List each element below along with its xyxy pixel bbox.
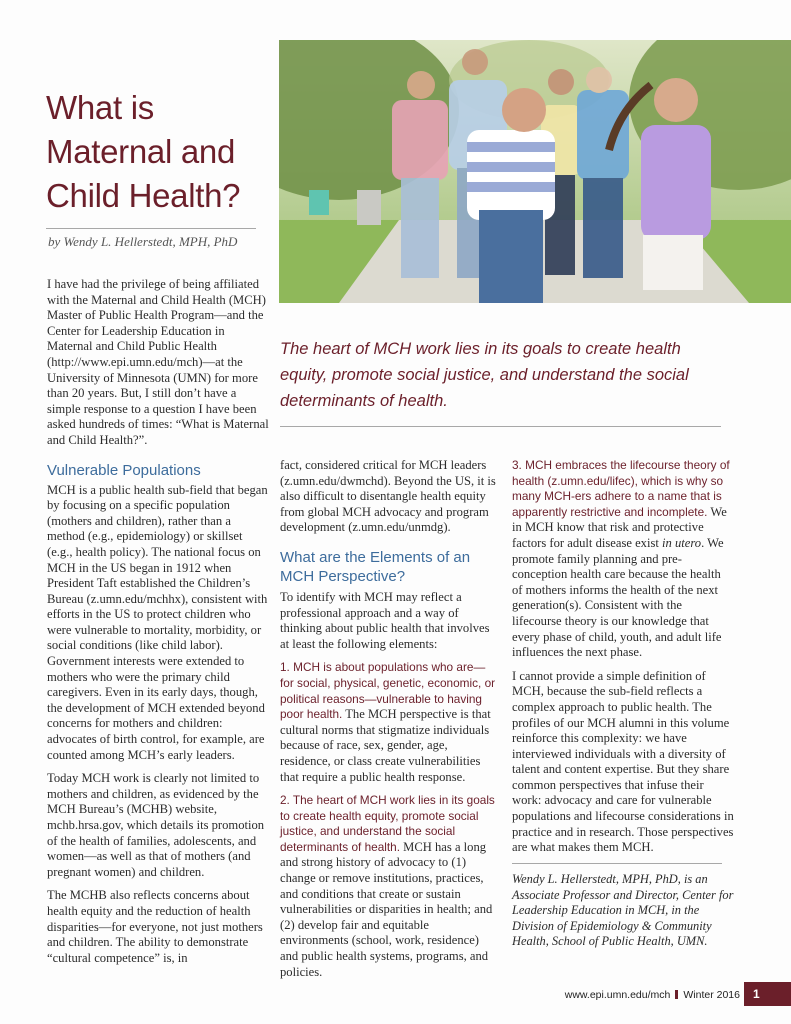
title-line: What is — [46, 89, 154, 126]
bio-divider — [512, 863, 722, 864]
body-paragraph: MCH is a public health sub-field that began by focusing on a specific population (mothers and children), rather than a method (e.g., epidemiology) or skillset (e.g., health policy). The national focus on MCH in the US began in 1912 when President Taft established the Children’s Bureau (z.umn.edu/mchhx), consistent with efforts in the US to protect children who were vulnerable to mortality, morbidity, or social conditions (like child labor). Government interests were extended to mothers who were the primary child caregivers. Even in its early days, though, the development of MCH extended beyond concerns for mothers and children: advocates of birth control, for example, are counted among MCH’s early leaders. — [47, 482, 268, 762]
element-body-emphasis: in utero — [662, 535, 702, 550]
section-heading-elements: What are the Elements of an MCH Perspective? — [280, 548, 471, 585]
element-body: The MCH perspective is that cultural norms that stigmatize individuals because of race, sex, gender, age, residence, or class create vulnerabilities that require a public health response. — [280, 707, 491, 784]
body-paragraph-continued: fact, considered critical for MCH leaders (z.umn.edu/dwmchd). Beyond the US, it is also difficult to disentangle health equity from global MCH advocacy and program development (z.umn.edu/unmdg). — [280, 458, 496, 535]
title-line: Child Health? — [46, 177, 241, 214]
body-paragraph: The MCHB also reflects concerns about health equity and the reduction of health disparities—for everyone, not just mothers and children. The ability to demonstrate “cultural competence” is, in — [47, 888, 263, 965]
column-1 — [47, 277, 269, 974]
family-photo-illustration — [279, 40, 791, 303]
footer-url[interactable]: www.epi.umn.edu/mch — [564, 989, 671, 1001]
body-paragraph: Today MCH work is clearly not limited to mothers and children, as evidenced by the MCH Bureau’s (MCHB) website, mchb.hrsa.gov, which details its promotion of the health of families, adolescents, and women—as well as that of mothers (and pregnant women) and children. — [47, 771, 265, 879]
body-paragraph: To identify with MCH may reflect a professional approach and a way of thinking about public health that involves at least the following elements: — [280, 589, 490, 651]
element-item-1 — [280, 660, 498, 785]
pull-quote-divider — [280, 426, 721, 427]
title-divider — [46, 228, 256, 229]
closing-paragraph: I cannot provide a simple definition of MCH, because the sub-field reflects a complex approach to public health. The profiles of our MCH alumni in this volume reinforce this complexity: we have interviewed individuals with a diversity of talent and content expertise. But they share common perspectives that infuse their work: advocacy and care for vulnerable populations and lifecourse considerations in practice and in research. Those perspectives are what makes them MCH. — [512, 668, 734, 855]
hero-photo — [279, 40, 791, 303]
article-title — [46, 86, 276, 218]
element-lead: 1. MCH is about populations who are—for social, physical, genetic, economic, or political reasons—vulnerable to having poor health. — [280, 660, 496, 722]
title-line: Maternal and — [46, 133, 236, 170]
element-body: MCH has a long and strong history of advocacy to (1) change or remove institutions, practices, and conditions that create or sustain vulnerabilities or disparities in health; and (2) develop fair and equitable environments (school, work, residence) and public health systems, programs, and policies. — [280, 839, 493, 979]
pull-quote: The heart of MCH work lies in its goals to create health equity, promote social justice, and understand the social determinants of health. — [280, 340, 689, 410]
element-body: We in MCH know that risk and protective factors for adult disease exist — [512, 504, 727, 550]
element-item-3 — [512, 458, 734, 661]
column-3 — [512, 458, 734, 864]
element-body: . We promote family planning and pre-conception health care because the health of mothers informs the health of the next generation(s). Consistent with the lifecourse theory is our knowledge that every phase of child, youth, and adult life influences the next phase. — [512, 535, 724, 660]
section-heading-vulnerable-populations: Vulnerable Populations — [47, 461, 201, 479]
element-item-2 — [280, 793, 498, 980]
footer-issue: Winter 2016 — [683, 989, 740, 1001]
element-lead: 3. MCH embraces the lifecourse theory of health (z.umn.edu/lifec), which is why so many MCH-ers adhere to a name that is apparently restrictive and incomplete. — [512, 458, 730, 519]
page-number-badge: 1 — [744, 982, 791, 1006]
column-2 — [280, 458, 498, 988]
byline: by Wendy L. Hellerstedt, MPH, PhD — [48, 234, 238, 249]
intro-paragraph: I have had the privilege of being affiliated with the Maternal and Child Health (MCH) Master of Public Health Program—and the Center for Leadership Education in Maternal and Child Public Health (http://www.epi.umn.edu/mch)—at the University of Minnesota (UMN) for more than 20 years. But, I still don’t have a simple response to a question I have been asked hundreds of times: “What is Maternal and Child Health?”. — [47, 277, 269, 447]
page-footer — [540, 989, 740, 1001]
footer-separator-icon — [675, 990, 678, 999]
element-lead: 2. The heart of MCH work lies in its goals to create health equity, promote social justice, and understand the social determinants of health. — [280, 793, 495, 854]
author-bio: Wendy L. Hellerstedt, MPH, PhD, is an Associate Professor and Director, Center for Leadership Education in MCH, in the Division of Epidemiology & Community Health, School of Public Health, UMN. — [512, 872, 734, 949]
